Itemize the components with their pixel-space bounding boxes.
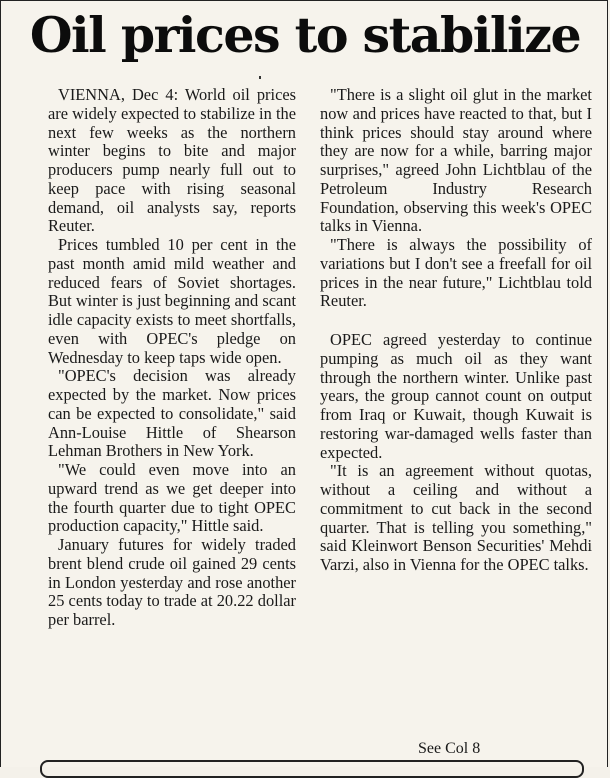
paragraph: "OPEC's decision was already expected by the market. Now prices can be expected to consolidate," said Ann-Louise Hittle of Shearson Lehman Brothers in New York.	[48, 366, 296, 461]
continuation-note: See Col 8	[418, 740, 481, 757]
paragraph: January futures for widely traded brent blend crude oil gained 29 cents in London yesterday and rose another 25 cents today to trade at 20.22 dollar per barrel.	[48, 535, 296, 629]
paragraph: "It is an agreement without quotas, without a ceiling and without a commitment to cut back in the second quarter. That is telling you something," said Kleinwort Benson Securities' Mehdi Varzi, also in Vienna for the OPEC talks.	[320, 461, 592, 574]
paragraph: Prices tumbled 10 per cent in the past month amid mild weather and reduced fears of Soviet shortages. But winter is just beginning and scant idle capacity exists to meet shortfalls, even with OPEC's pledge on Wednesday to keep taps wide open.	[48, 235, 296, 367]
print-speck	[259, 76, 261, 79]
paragraph: OPEC agreed yesterday to continue pumping as much oil as they want through the northern winter. Unlike past years, the group cannot count on output from Iraq or Kuwait, though Kuwait is restoring war-damaged wells faster than expected.	[320, 330, 592, 462]
paragraph: "There is always the possibility of variations but I don't see a freefall for oil prices in the near future," Lichtblau told Reuter.	[320, 235, 592, 311]
paragraph-dateline: VIENNA, Dec 4: World oil prices are widely expected to stabilize in the next few weeks as the northern winter begins to bite and major producers pump nearly full out to keep pace with rising seasonal demand, oil analysts say, reports Reuter.	[48, 85, 296, 236]
paragraph: "There is a slight oil glut in the market now and prices have reacted to that, but I think prices should stay around where they are now for a while, barring major surprises," agreed John Lichtblau of the Petroleum Industry Research Foundation, observing this week's OPEC talks in Vienna.	[320, 85, 592, 236]
next-box-border	[40, 760, 584, 778]
headline: Oil prices to stabilize	[29, 6, 581, 64]
article-column-right	[320, 86, 592, 575]
article-column-left	[48, 86, 296, 630]
paragraph: "We could even move into an upward trend as we get deeper into the fourth quarter due to tight OPEC production capacity," Hittle said.	[48, 460, 296, 536]
